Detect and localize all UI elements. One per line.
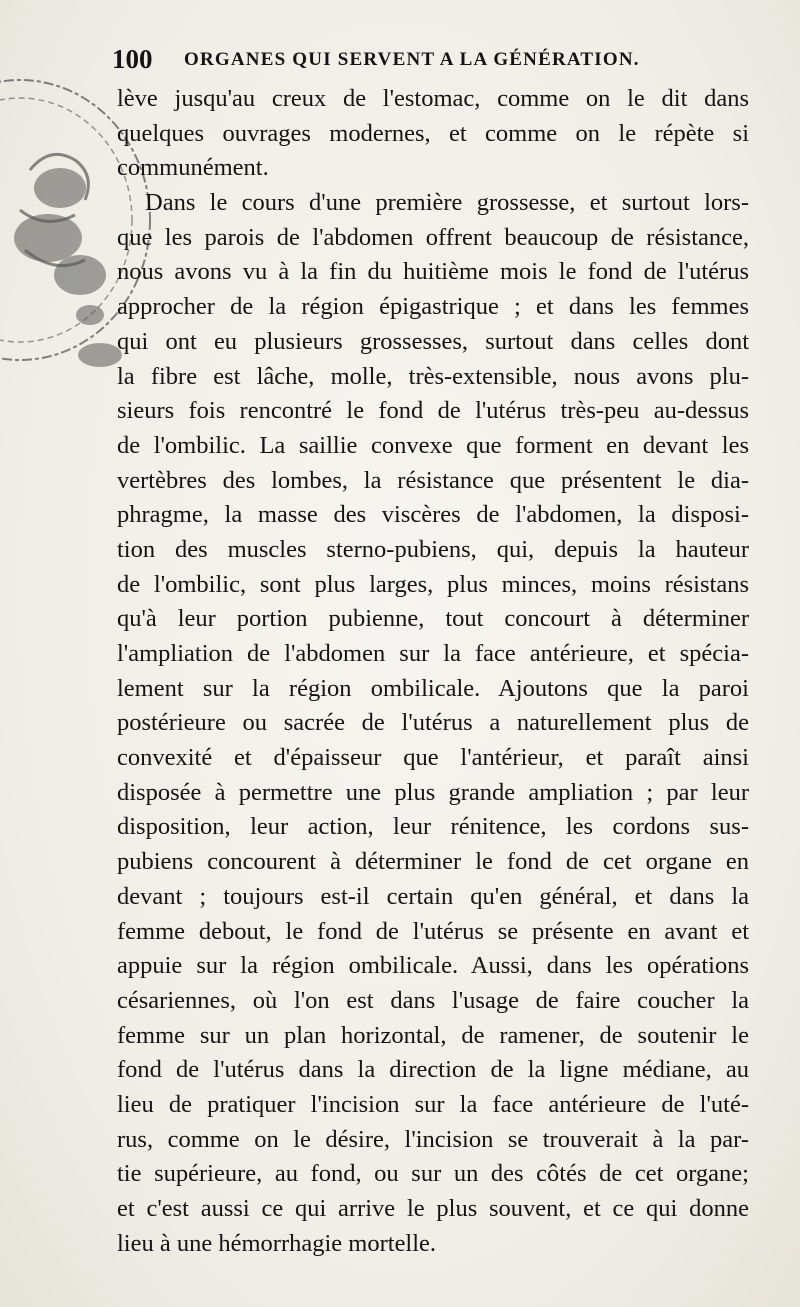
text-line: approcher de la région épigastrique ; et dans les femmes — [117, 293, 749, 321]
text-line: vertèbres des lombes, la résistance que présentent le dia- — [117, 466, 749, 494]
text-line: que les parois de l'abdomen offrent beaucoup de résistance, — [117, 223, 749, 251]
text-line: qui ont eu plusieurs grossesses, surtout dans celles dont — [117, 327, 749, 355]
text-line: tie supérieure, au fond, ou sur un des côtés de cet organe; — [117, 1160, 749, 1188]
text-line: l'ampliation de l'abdomen sur la face antérieure, et spécia- — [117, 640, 749, 667]
text-line: de l'ombilic, sont plus larges, plus minces, moins résistans — [117, 570, 749, 598]
text-line: sieurs fois rencontré le fond de l'utérus très-peu au-dessus — [117, 397, 749, 425]
text-line: nous avons vu à la fin du huitième mois le fond de l'utérus — [117, 258, 749, 286]
body-text — [117, 82, 749, 1261]
text-line: disposée à permettre une plus grande ampliation ; par leur — [117, 778, 749, 806]
text-line: qu'à leur portion pubienne, tout concourt à déterminer — [117, 605, 749, 633]
text-line: Dans le cours d'une première grossesse, et surtout lors- — [145, 189, 749, 217]
text-line: postérieure ou sacrée de l'utérus a naturellement plus de — [117, 709, 749, 737]
text-line: césariennes, où l'on est dans l'usage de faire coucher la — [117, 986, 749, 1014]
running-head-title: ORGANES QUI SERVENT A LA GÉNÉRATION. — [184, 49, 640, 70]
text-line: quelques ouvrages modernes, et comme on le répète si — [117, 119, 749, 147]
text-line: femme debout, le fond de l'utérus se présente en avant et — [117, 917, 749, 945]
text-line: lieu à une hémorrhagie mortelle. — [117, 1229, 437, 1257]
text-line: convexité et d'épaisseur que l'antérieur, et paraît ainsi — [117, 744, 749, 772]
page-number: 100 — [112, 44, 153, 74]
running-head — [112, 44, 672, 78]
text-line: disposition, leur action, leur rénitence, les cordons sus- — [117, 813, 749, 841]
text-line: femme sur un plan horizontal, de ramener, de soutenir le — [117, 1021, 749, 1049]
text-line: la fibre est lâche, molle, très-extensible, nous avons plu- — [117, 362, 749, 390]
text-line: fond de l'utérus dans la direction de la ligne médiane, au — [117, 1056, 749, 1084]
text-line: tion des muscles sterno-pubiens, qui, depuis la hauteur — [117, 535, 749, 563]
text-line: devant ; toujours est-il certain qu'en général, et dans la — [117, 882, 749, 910]
text-line: de l'ombilic. La saillie convexe que forment en devant les — [117, 431, 749, 459]
text-line: pubiens concourent à déterminer le fond de cet organe en — [117, 848, 749, 876]
text-line: lève jusqu'au creux de l'estomac, comme on le dit dans — [117, 85, 749, 112]
text-line: lieu de pratiquer l'incision sur la face antérieure de l'uté- — [117, 1090, 749, 1118]
text-line: communément. — [117, 154, 269, 182]
text-line: rus, comme on le désire, l'incision se trouverait à la par- — [117, 1125, 749, 1153]
text-line: phragme, la masse des viscères de l'abdomen, la disposi- — [117, 501, 749, 529]
text-line: et c'est aussi ce qui arrive le plus souvent, et ce qui donne — [117, 1195, 749, 1222]
text-line: appuie sur la région ombilicale. Aussi, dans les opérations — [117, 952, 749, 980]
text-line: lement sur la région ombilicale. Ajoutons que la paroi — [117, 674, 749, 702]
